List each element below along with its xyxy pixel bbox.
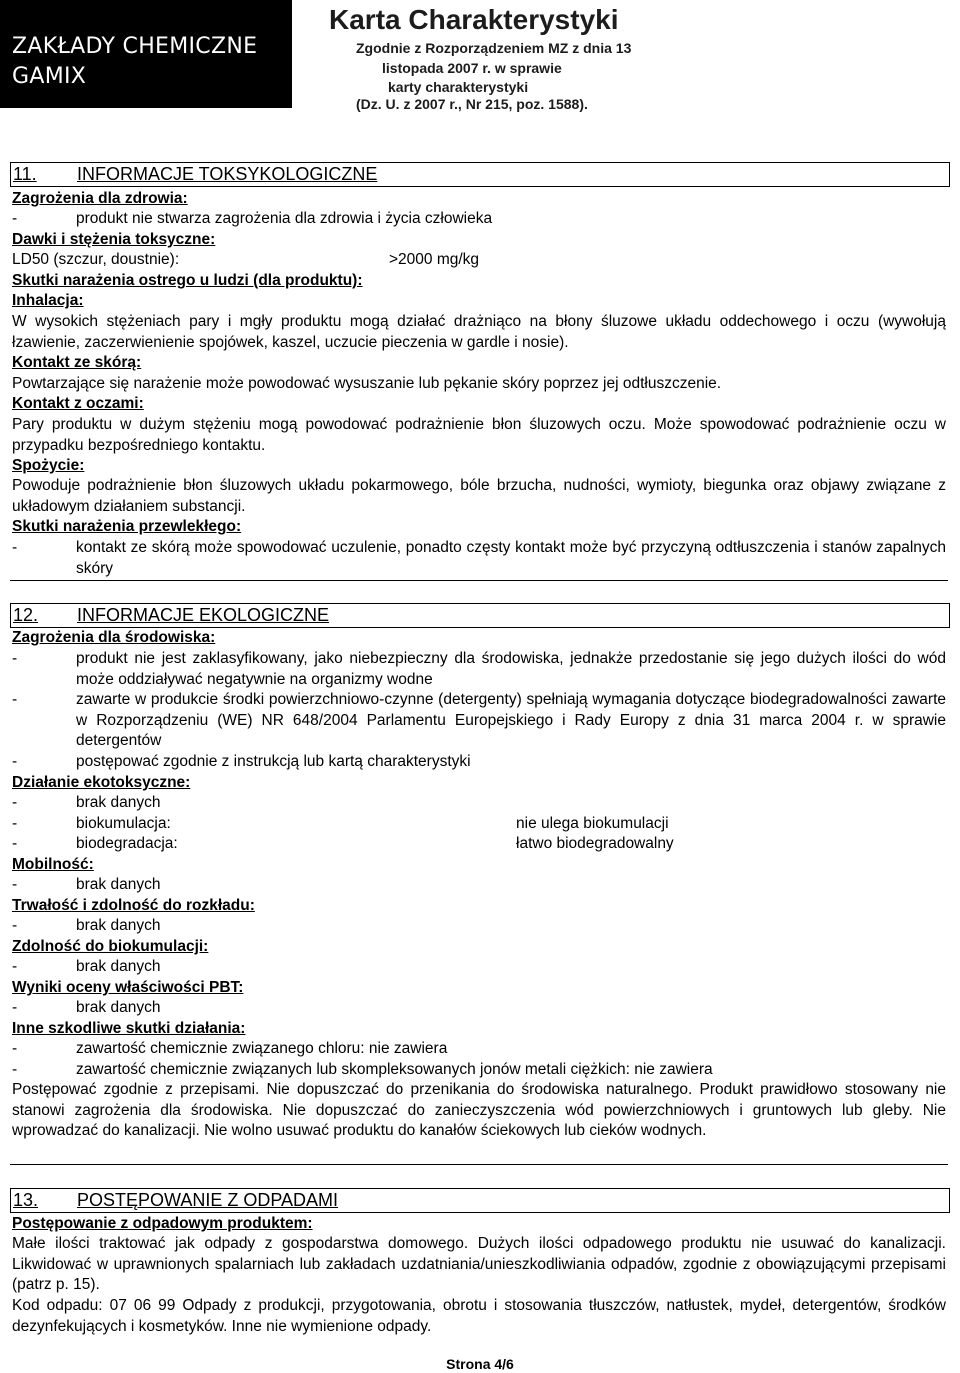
title-box xyxy=(296,0,960,112)
heading-inhalation: Inhalacja: xyxy=(12,292,84,309)
list-item: - produkt nie jest zaklasyfikowany, jako niebezpieczny dla środowiska, jednakże przedostanie się jego dużych ilości do wód może oddziaływać negatywnie na organizmy wodne xyxy=(12,650,946,688)
section-11-header xyxy=(10,162,950,187)
list-item: - postępować zgodnie z instrukcją lub kartą charakterystyki xyxy=(12,753,471,770)
list-item: - biokumulacja: xyxy=(12,815,171,832)
list-item: - kontakt ze skórą może spowodować uczulenie, ponadto częsty kontakt może być przyczyną odtłuszczenia i stanów zapalnych skóry xyxy=(12,539,946,577)
biodegradation-value: łatwo biodegradowalny xyxy=(516,835,674,852)
section-number: 11. xyxy=(13,164,37,184)
document-title: Karta Charakterystyki xyxy=(329,4,619,35)
other-effects-text: Postępować zgodnie z przepisami. Nie dopuszczać do przenikania do środowiska naturalnego. Produkt prawidłowo stosowany nie stanowi zagrożenia dla środowiska. Nie dopuszczać do zanieczyszczenia wód powierzchniowych i gruntowych lub gleby. Nie wprowadzać do kanalizacji. Nie wolno usuwać produktu do kanałów ściekowych lub cieków wodnych. xyxy=(12,1081,946,1139)
list-item: - brak danych xyxy=(12,876,161,893)
waste-code-text: Kod odpadu: 07 06 99 Odpady z produkcji, przygotowania, obrotu i stosowania tłuszczów, natłustek, mydeł, detergentów, środków dezynfekujących i kosmetyków. Inne nie wymienione odpady. xyxy=(12,1297,946,1335)
bioaccumulation-value: nie ulega biokumulacji xyxy=(516,815,669,832)
section-13-header xyxy=(10,1188,950,1213)
heading-pbt-assessment: Wyniki oceny właściwości PBT: xyxy=(12,979,244,996)
section-title: INFORMACJE EKOLOGICZNE xyxy=(77,605,330,625)
company-name-line1: ZAKŁADY CHEMICZNE xyxy=(12,34,258,59)
heading-ingestion: Spożycie: xyxy=(12,457,85,474)
heading-toxic-doses: Dawki i stężenia toksyczne: xyxy=(12,231,216,248)
list-item: - brak danych xyxy=(12,794,161,811)
heading-environment-hazards: Zagrożenia dla środowiska: xyxy=(12,629,216,646)
list-item: - zawarte w produkcie środki powierzchniowo-czynne (detergenty) spełniają wymagania dotyczące biodegradowalności zawarte w Rozporządzeniu (WE) NR 648/2004 Parlamentu Europejskiego i Rady Europy z dnia 31 marca 2004 r. w sprawie detergentów xyxy=(12,691,946,749)
regulation-line1: Zgodnie z Rozporządzeniem MZ z dnia 13 xyxy=(356,40,632,56)
heading-persistence: Trwałość i zdolność do rozkładu: xyxy=(12,897,255,914)
heading-skin-contact: Kontakt ze skórą: xyxy=(12,354,142,371)
list-item: - zawartość chemicznie związanego chloru: nie zawiera xyxy=(12,1040,448,1057)
section-divider xyxy=(10,580,948,581)
section-divider xyxy=(10,1164,948,1165)
heading-eye-contact: Kontakt z oczami: xyxy=(12,395,144,412)
section-12-header xyxy=(10,603,950,628)
company-name-line2: GAMIX xyxy=(12,64,87,89)
list-item: - brak danych xyxy=(12,999,161,1016)
list-item: - zawartość chemicznie związanych lub skompleksowanych jonów metali ciężkich: nie zawiera xyxy=(12,1061,713,1078)
skin-contact-text: Powtarzające się narażenie może powodować wysuszanie lub pękanie skóry poprzez jej odtłuszczenie. xyxy=(12,375,722,392)
regulation-line4: (Dz. U. z 2007 r., Nr 215, poz. 1588). xyxy=(356,96,588,112)
section-title: INFORMACJE TOKSYKOLOGICZNE xyxy=(77,164,378,184)
heading-bioaccumulation: Zdolność do biokumulacji: xyxy=(12,938,209,955)
heading-health-hazards: Zagrożenia dla zdrowia: xyxy=(12,190,188,207)
page-number: Strona 4/6 xyxy=(446,1356,514,1372)
list-item: - biodegradacja: xyxy=(12,835,178,852)
regulation-line3: karty charakterystyki xyxy=(388,79,529,95)
heading-acute-effects: Skutki narażenia ostrego u ludzi (dla produktu): xyxy=(12,272,363,289)
heading-ecotoxicity: Działanie ekotoksyczne: xyxy=(12,774,191,791)
inhalation-text: W wysokich stężeniach pary i mgły produktu mogą działać drażniąco na błony śluzowe układu oddechowego i oczu (wywołują łzawienie, zaczerwienienie spojówek, kaszel, uczucie pieczenia w gardle i nosie). xyxy=(12,313,946,351)
company-logo-box xyxy=(0,0,292,108)
ld50-value: >2000 mg/kg xyxy=(389,251,480,268)
ld50-label: LD50 (szczur, doustnie): xyxy=(12,251,180,268)
eye-contact-text: Pary produktu w dużym stężeniu mogą powodować podrażnienie błon śluzowych oczu. Może spowodować podrażnienie oczu w przypadku bezpośredniego kontaktu. xyxy=(12,416,946,454)
regulation-line2: listopada 2007 r. w sprawie xyxy=(382,60,562,76)
waste-handling-text: Małe ilości traktować jak odpady z gospodarstwa domowego. Dużych ilości odpadowego produktu nie usuwać do kanalizacji. Likwidować w uprawnionych spalarniach lub zakładach uzdatniania/unieszkodliwiania odpadów, zgodnie z obowiązującymi przepisami (patrz p. 15). xyxy=(12,1235,946,1293)
section-number: 12. xyxy=(13,605,39,625)
heading-mobility: Mobilność: xyxy=(12,856,94,873)
heading-chronic-effects: Skutki narażenia przewlekłego: xyxy=(12,518,242,535)
document-header xyxy=(0,0,960,112)
list-item: - produkt nie stwarza zagrożenia dla zdrowia i życia człowieka xyxy=(12,210,493,227)
list-item: - brak danych xyxy=(12,958,161,975)
section-number: 13. xyxy=(13,1190,39,1210)
heading-waste-handling: Postępowanie z odpadowym produktem: xyxy=(12,1215,313,1232)
ingestion-text: Powoduje podrażnienie błon śluzowych układu pokarmowego, bóle brzucha, nudności, wymioty, biegunka oraz objawy związane z układowym działaniem substancji. xyxy=(12,477,946,515)
heading-other-effects: Inne szkodliwe skutki działania: xyxy=(12,1020,246,1037)
list-item: - brak danych xyxy=(12,917,161,934)
section-title: POSTĘPOWANIE Z ODPADAMI xyxy=(77,1190,339,1210)
